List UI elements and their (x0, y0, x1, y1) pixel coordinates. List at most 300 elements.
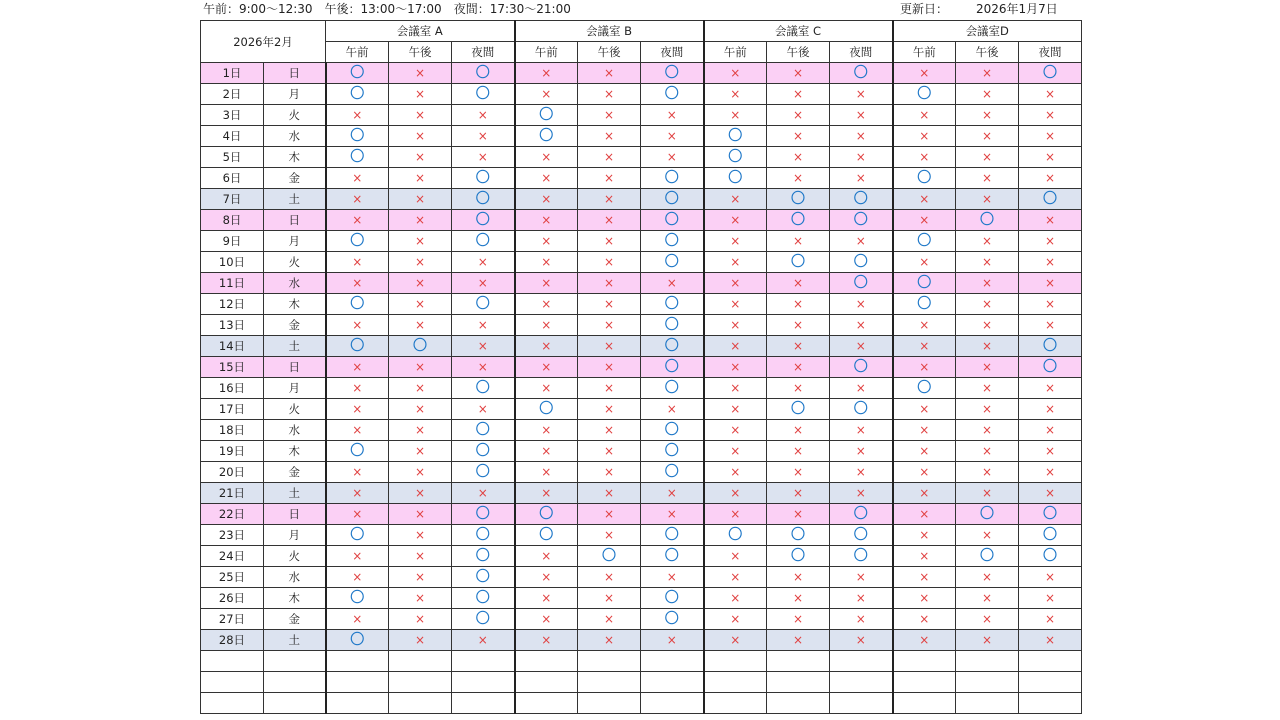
unavailable-mark: × (352, 486, 363, 500)
slot-cell-b-pm (578, 588, 641, 609)
unavailable-mark: × (541, 66, 552, 80)
slot-cell-d-pm (956, 504, 1019, 525)
slot-cell-d-am (893, 63, 956, 84)
unavailable-mark: × (855, 297, 866, 311)
unavailable-mark: × (666, 129, 677, 143)
unavailable-mark: × (541, 465, 552, 479)
day-cell: 26日 (201, 588, 264, 609)
slot-cell-b-am (515, 546, 578, 567)
slot-cell-a-pm (389, 315, 452, 336)
unavailable-mark: × (541, 360, 552, 374)
unavailable-mark: × (919, 318, 930, 332)
slot-cell-c-am (704, 84, 767, 105)
slot-header: 午後 (389, 42, 452, 63)
room-header-a: 会議室 A (326, 21, 515, 42)
available-mark: 〇 (853, 527, 868, 543)
blank-cell (515, 672, 578, 693)
blank-cell (830, 693, 893, 714)
unavailable-mark: × (541, 276, 552, 290)
unavailable-mark: × (666, 150, 677, 164)
day-cell: 7日 (201, 189, 264, 210)
unavailable-mark: × (919, 633, 930, 647)
slot-cell-b-am (515, 252, 578, 273)
slot-cell-a-night (452, 399, 515, 420)
slot-cell-c-night (830, 630, 893, 651)
weekday-cell: 日 (264, 357, 326, 378)
available-mark: 〇 (1043, 359, 1057, 375)
blank-cell (704, 651, 767, 672)
table-row (201, 441, 1082, 462)
slot-header: 午前 (704, 42, 767, 63)
slot-cell-d-pm (956, 357, 1019, 378)
available-mark: 〇 (980, 506, 994, 522)
available-mark: 〇 (539, 128, 554, 144)
weekday-cell: 火 (264, 105, 326, 126)
slot-cell-b-am (515, 630, 578, 651)
slot-cell-a-am (326, 588, 389, 609)
slot-cell-c-night (830, 315, 893, 336)
slot-cell-b-night (641, 126, 704, 147)
slot-cell-d-am (893, 126, 956, 147)
unavailable-mark: × (603, 339, 615, 353)
slot-cell-a-night (452, 483, 515, 504)
weekday-cell: 水 (264, 273, 326, 294)
unavailable-mark: × (1044, 129, 1056, 143)
slot-cell-c-am (704, 378, 767, 399)
slot-cell-c-pm (767, 252, 830, 273)
unavailable-mark: × (603, 444, 615, 458)
slot-cell-c-am (704, 126, 767, 147)
unavailable-mark: × (792, 318, 804, 332)
unavailable-mark: × (981, 591, 993, 605)
slot-cell-a-pm (389, 147, 452, 168)
unavailable-mark: × (414, 192, 426, 206)
day-cell: 20日 (201, 462, 264, 483)
reservation-table (200, 20, 1082, 714)
blank-cell (767, 651, 830, 672)
slot-cell-d-night (1019, 336, 1082, 357)
slot-cell-a-pm (389, 567, 452, 588)
blank-cell (641, 651, 704, 672)
slot-cell-a-am (326, 252, 389, 273)
slot-cell-d-pm (956, 252, 1019, 273)
slot-cell-d-pm (956, 63, 1019, 84)
slot-cell-a-pm (389, 420, 452, 441)
unavailable-mark: × (855, 465, 866, 479)
slot-header-row (201, 42, 1082, 63)
available-mark: 〇 (917, 380, 932, 396)
slot-cell-a-pm (389, 378, 452, 399)
day-cell: 19日 (201, 441, 264, 462)
slot-cell-c-night (830, 483, 893, 504)
day-cell: 21日 (201, 483, 264, 504)
available-mark: 〇 (475, 464, 490, 480)
slot-cell-b-night (641, 63, 704, 84)
slot-cell-d-pm (956, 588, 1019, 609)
table-row (201, 462, 1082, 483)
available-mark: 〇 (475, 86, 490, 102)
unavailable-mark: × (1044, 402, 1056, 416)
slot-cell-a-pm (389, 483, 452, 504)
unavailable-mark: × (730, 255, 741, 269)
available-mark: 〇 (350, 590, 365, 606)
unavailable-mark: × (981, 87, 993, 101)
slot-header: 午後 (767, 42, 830, 63)
slot-cell-d-am (893, 252, 956, 273)
slot-cell-c-night (830, 63, 893, 84)
unavailable-mark: × (1044, 423, 1056, 437)
unavailable-mark: × (1044, 381, 1056, 395)
weekday-cell: 金 (264, 168, 326, 189)
slot-cell-c-pm (767, 273, 830, 294)
available-mark: 〇 (791, 527, 805, 543)
slot-cell-a-am (326, 483, 389, 504)
slot-cell-d-pm (956, 126, 1019, 147)
unavailable-mark: × (414, 612, 426, 626)
unavailable-mark: × (414, 318, 426, 332)
available-mark: 〇 (791, 212, 805, 228)
slot-cell-b-night (641, 546, 704, 567)
day-cell: 4日 (201, 126, 264, 147)
slot-cell-d-am (893, 273, 956, 294)
available-mark: 〇 (853, 401, 868, 417)
slot-cell-c-pm (767, 147, 830, 168)
slot-cell-b-pm (578, 168, 641, 189)
available-mark: 〇 (350, 86, 365, 102)
available-mark: 〇 (664, 548, 679, 564)
day-cell: 17日 (201, 399, 264, 420)
slot-cell-c-am (704, 504, 767, 525)
slot-cell-a-am (326, 147, 389, 168)
day-cell: 25日 (201, 567, 264, 588)
unavailable-mark: × (855, 381, 866, 395)
available-mark: 〇 (664, 338, 679, 354)
slot-cell-d-am (893, 189, 956, 210)
unavailable-mark: × (477, 486, 488, 500)
unavailable-mark: × (1044, 444, 1056, 458)
slot-cell-c-pm (767, 105, 830, 126)
unavailable-mark: × (730, 213, 741, 227)
slot-cell-d-pm (956, 231, 1019, 252)
unavailable-mark: × (981, 444, 993, 458)
blank-cell (264, 651, 326, 672)
blank-cell (264, 693, 326, 714)
slot-header: 夜間 (452, 42, 515, 63)
unavailable-mark: × (414, 234, 426, 248)
slot-cell-c-am (704, 441, 767, 462)
slot-cell-c-pm (767, 126, 830, 147)
unavailable-mark: × (603, 423, 615, 437)
slot-cell-b-am (515, 189, 578, 210)
slot-cell-d-am (893, 399, 956, 420)
slot-cell-b-pm (578, 399, 641, 420)
blank-cell (578, 672, 641, 693)
unavailable-mark: × (414, 66, 426, 80)
unavailable-mark: × (855, 108, 866, 122)
slot-cell-a-night (452, 147, 515, 168)
unavailable-mark: × (1044, 234, 1056, 248)
unavailable-mark: × (352, 276, 363, 290)
blank-cell (704, 693, 767, 714)
unavailable-mark: × (414, 255, 426, 269)
unavailable-mark: × (603, 486, 615, 500)
slot-cell-a-am (326, 210, 389, 231)
blank-cell (893, 693, 956, 714)
day-cell: 8日 (201, 210, 264, 231)
slot-cell-b-night (641, 420, 704, 441)
slot-cell-c-am (704, 588, 767, 609)
unavailable-mark: × (981, 234, 993, 248)
table-row (201, 231, 1082, 252)
unavailable-mark: × (603, 192, 615, 206)
unavailable-mark: × (414, 549, 426, 563)
slot-cell-a-night (452, 609, 515, 630)
available-mark: 〇 (475, 443, 490, 459)
slot-cell-d-pm (956, 210, 1019, 231)
unavailable-mark: × (603, 633, 615, 647)
available-mark: 〇 (791, 254, 805, 270)
unavailable-mark: × (477, 402, 488, 416)
unavailable-mark: × (603, 87, 615, 101)
slot-cell-b-am (515, 504, 578, 525)
available-mark: 〇 (664, 443, 679, 459)
slot-cell-b-night (641, 210, 704, 231)
unavailable-mark: × (981, 360, 993, 374)
slot-cell-d-night (1019, 147, 1082, 168)
blank-cell (515, 693, 578, 714)
unavailable-mark: × (414, 570, 426, 584)
slot-header: 夜間 (641, 42, 704, 63)
unavailable-mark: × (981, 192, 993, 206)
unavailable-mark: × (666, 633, 677, 647)
weekday-cell: 火 (264, 546, 326, 567)
available-mark: 〇 (413, 338, 427, 354)
weekday-cell: 木 (264, 588, 326, 609)
slot-cell-a-am (326, 504, 389, 525)
slot-cell-c-pm (767, 441, 830, 462)
available-mark: 〇 (917, 275, 932, 291)
unavailable-mark: × (477, 255, 488, 269)
slot-cell-c-pm (767, 189, 830, 210)
slot-cell-b-pm (578, 84, 641, 105)
blank-cell (641, 672, 704, 693)
available-mark: 〇 (791, 548, 805, 564)
day-cell: 9日 (201, 231, 264, 252)
slot-cell-d-pm (956, 336, 1019, 357)
unavailable-mark: × (981, 339, 993, 353)
slot-cell-d-am (893, 315, 956, 336)
slot-cell-b-am (515, 483, 578, 504)
slot-header: 午前 (326, 42, 389, 63)
slot-cell-a-pm (389, 105, 452, 126)
available-mark: 〇 (475, 296, 490, 312)
unavailable-mark: × (792, 633, 804, 647)
unavailable-mark: × (1044, 318, 1056, 332)
unavailable-mark: × (919, 339, 930, 353)
unavailable-mark: × (477, 633, 488, 647)
slot-cell-a-night (452, 105, 515, 126)
available-mark: 〇 (539, 401, 554, 417)
available-mark: 〇 (602, 548, 616, 564)
blank-cell (893, 651, 956, 672)
slot-cell-d-am (893, 420, 956, 441)
slot-cell-c-am (704, 294, 767, 315)
weekday-cell: 月 (264, 231, 326, 252)
slot-cell-c-pm (767, 168, 830, 189)
available-mark: 〇 (791, 191, 805, 207)
unavailable-mark: × (919, 423, 930, 437)
unavailable-mark: × (792, 87, 804, 101)
weekday-cell: 土 (264, 630, 326, 651)
slot-cell-b-night (641, 105, 704, 126)
slot-cell-c-am (704, 189, 767, 210)
slot-cell-a-am (326, 63, 389, 84)
unavailable-mark: × (730, 591, 741, 605)
slot-cell-d-night (1019, 168, 1082, 189)
slot-cell-c-am (704, 567, 767, 588)
slot-cell-d-am (893, 567, 956, 588)
slot-cell-a-am (326, 609, 389, 630)
slot-cell-a-am (326, 336, 389, 357)
slot-cell-d-am (893, 441, 956, 462)
unavailable-mark: × (477, 360, 488, 374)
slot-cell-d-am (893, 336, 956, 357)
weekday-cell: 日 (264, 504, 326, 525)
slot-header: 午後 (578, 42, 641, 63)
table-row (201, 630, 1082, 651)
day-cell: 13日 (201, 315, 264, 336)
unavailable-mark: × (855, 444, 866, 458)
unavailable-mark: × (792, 150, 804, 164)
slot-cell-b-am (515, 168, 578, 189)
month-label: 2026年2月 (201, 21, 326, 63)
available-mark: 〇 (1043, 506, 1057, 522)
slot-cell-b-pm (578, 126, 641, 147)
slot-header: 夜間 (830, 42, 893, 63)
unavailable-mark: × (666, 276, 677, 290)
unavailable-mark: × (981, 486, 993, 500)
slot-cell-c-night (830, 105, 893, 126)
unavailable-mark: × (792, 234, 804, 248)
slot-cell-a-pm (389, 441, 452, 462)
unavailable-mark: × (919, 465, 930, 479)
unavailable-mark: × (541, 570, 552, 584)
unavailable-mark: × (414, 129, 426, 143)
slot-cell-b-am (515, 273, 578, 294)
slot-cell-c-am (704, 168, 767, 189)
table-row (201, 210, 1082, 231)
unavailable-mark: × (1044, 213, 1056, 227)
day-cell: 1日 (201, 63, 264, 84)
slot-cell-a-pm (389, 294, 452, 315)
table-row (201, 315, 1082, 336)
unavailable-mark: × (792, 108, 804, 122)
unavailable-mark: × (730, 339, 741, 353)
table-row (201, 126, 1082, 147)
slot-cell-c-am (704, 483, 767, 504)
slot-cell-d-am (893, 630, 956, 651)
available-mark: 〇 (350, 632, 365, 648)
available-mark: 〇 (350, 233, 365, 249)
unavailable-mark: × (603, 234, 615, 248)
slot-cell-b-night (641, 189, 704, 210)
available-mark: 〇 (664, 254, 679, 270)
available-mark: 〇 (917, 86, 932, 102)
slot-cell-c-night (830, 525, 893, 546)
slot-cell-d-night (1019, 210, 1082, 231)
slot-cell-b-am (515, 147, 578, 168)
slot-cell-a-am (326, 630, 389, 651)
table-row (201, 420, 1082, 441)
unavailable-mark: × (352, 570, 363, 584)
available-mark: 〇 (475, 170, 490, 186)
unavailable-mark: × (541, 255, 552, 269)
unavailable-mark: × (855, 612, 866, 626)
unavailable-mark: × (414, 150, 426, 164)
slot-cell-d-pm (956, 609, 1019, 630)
slot-cell-d-night (1019, 357, 1082, 378)
available-mark: 〇 (1043, 527, 1057, 543)
slot-cell-c-pm (767, 378, 830, 399)
unavailable-mark: × (1044, 633, 1056, 647)
slot-cell-c-night (830, 231, 893, 252)
slot-cell-c-am (704, 399, 767, 420)
slot-cell-c-night (830, 189, 893, 210)
unavailable-mark: × (1044, 150, 1056, 164)
slot-cell-b-pm (578, 525, 641, 546)
blank-row (201, 693, 1082, 714)
available-mark: 〇 (350, 65, 365, 81)
weekday-cell: 金 (264, 462, 326, 483)
unavailable-mark: × (730, 486, 741, 500)
weekday-cell: 日 (264, 63, 326, 84)
unavailable-mark: × (792, 339, 804, 353)
available-mark: 〇 (728, 128, 743, 144)
unavailable-mark: × (666, 486, 677, 500)
blank-cell (515, 651, 578, 672)
day-cell: 5日 (201, 147, 264, 168)
slot-cell-b-night (641, 630, 704, 651)
unavailable-mark: × (919, 570, 930, 584)
unavailable-mark: × (666, 570, 677, 584)
unavailable-mark: × (603, 255, 615, 269)
unavailable-mark: × (352, 318, 363, 332)
slot-cell-d-pm (956, 630, 1019, 651)
unavailable-mark: × (603, 465, 615, 479)
slot-cell-a-pm (389, 252, 452, 273)
unavailable-mark: × (730, 234, 741, 248)
slot-cell-c-am (704, 630, 767, 651)
slot-cell-a-night (452, 126, 515, 147)
unavailable-mark: × (981, 612, 993, 626)
slot-cell-a-pm (389, 630, 452, 651)
slot-cell-c-night (830, 378, 893, 399)
slot-cell-a-am (326, 273, 389, 294)
unavailable-mark: × (352, 381, 363, 395)
unavailable-mark: × (414, 486, 426, 500)
slot-cell-b-am (515, 63, 578, 84)
slot-cell-d-night (1019, 378, 1082, 399)
blank-cell (830, 651, 893, 672)
slot-cell-a-am (326, 231, 389, 252)
slot-cell-a-pm (389, 336, 452, 357)
unavailable-mark: × (352, 402, 363, 416)
slot-cell-a-pm (389, 189, 452, 210)
slot-cell-c-pm (767, 399, 830, 420)
slot-cell-b-night (641, 84, 704, 105)
slot-cell-d-night (1019, 462, 1082, 483)
unavailable-mark: × (541, 612, 552, 626)
